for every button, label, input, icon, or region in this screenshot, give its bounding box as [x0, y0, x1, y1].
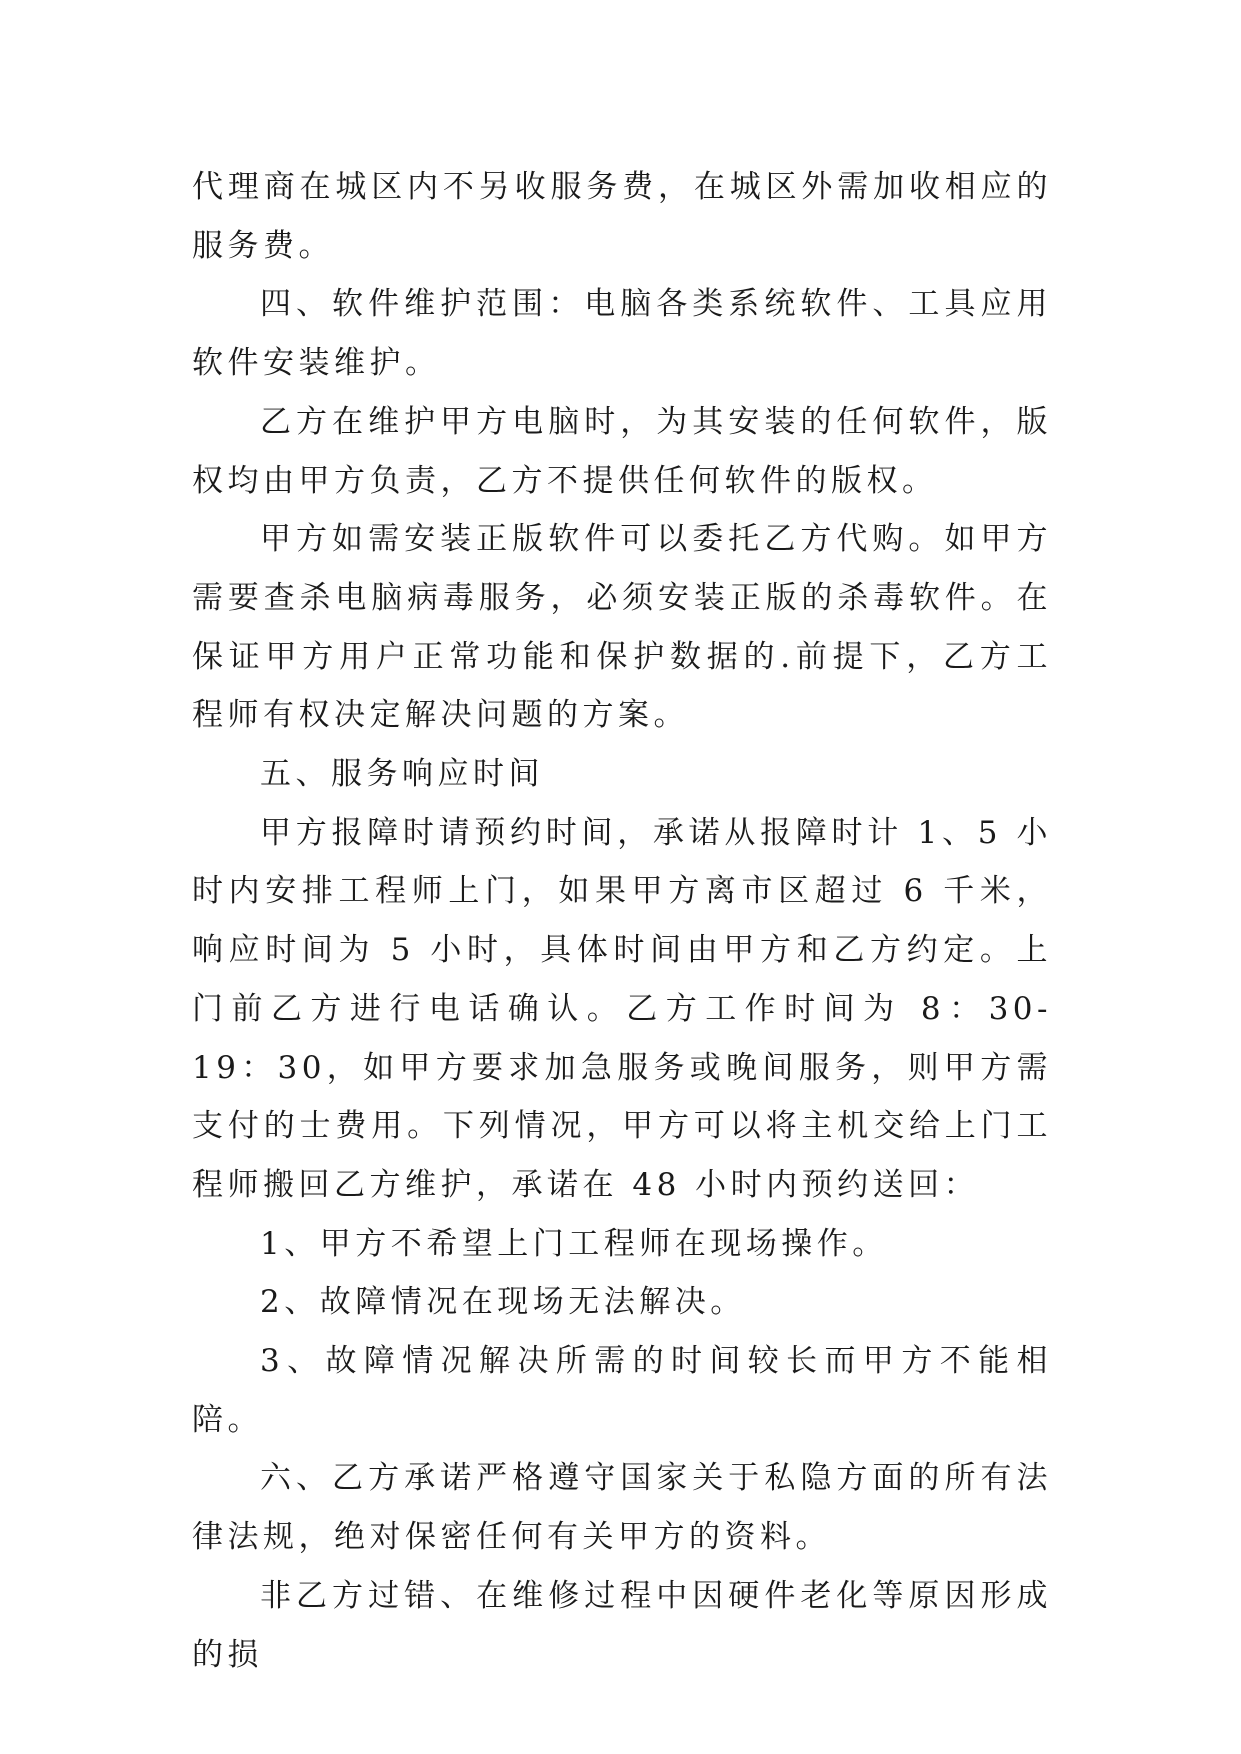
list-item-1: 1、甲方不希望上门工程师在现场操作。 — [260, 1225, 888, 1262]
paragraph-service-fee: 代理商在城区内不另收服务费，在城区外需加收相应的服务费。 — [192, 169, 1052, 264]
paragraph-privacy: 六、乙方承诺严格遵守国家关于私隐方面的所有法律法规，绝对保密任何有关甲方的资料。 — [192, 1460, 1052, 1556]
paragraph-software-scope: 四、软件维护范围：电脑各类系统软件、工具应用软件安装维护。 — [192, 286, 1052, 382]
paragraph-liability: 非乙方过错、在维修过程中因硬件老化等原因形成的损 — [192, 1577, 1052, 1673]
section-heading-response-time: 五、服务响应时间 — [260, 756, 544, 793]
paragraph-genuine-software: 甲方如需安装正版软件可以委托乙方代购。如甲方需要查杀电脑病毒服务，必须安装正版的杀毒软件。在保证甲方用户正常功能和保护数据的.前提下，乙方工程师有权决定解决问题的方案。 — [192, 521, 1052, 734]
list-item-2: 2、故障情况在现场无法解决。 — [260, 1284, 746, 1321]
paragraph-response-details: 甲方报障时请预约时间，承诺从报障时计 1、5 小时内安排工程师上门，如果甲方离市区超过 6 千米，响应时间为 5 小时，具体时间由甲方和乙方约定。上门前乙方进行电话确认。乙方工作时间为 8：30-19：30，如甲方要求加急服务或晚间服务，则甲方需支付的士费用。下列情况，甲方可以将主机交给上门工程师搬回乙方维护，承诺在 48 小时内预约送回： — [192, 814, 1052, 1203]
list-item-3: 3、故障情况解决所需的时间较长而甲方不能相陪。 — [192, 1343, 1052, 1438]
document-body — [192, 158, 1052, 1684]
paragraph-software-copyright: 乙方在维护甲方电脑时，为其安装的任何软件，版权均由甲方负责，乙方不提供任何软件的版权。 — [192, 403, 1052, 499]
